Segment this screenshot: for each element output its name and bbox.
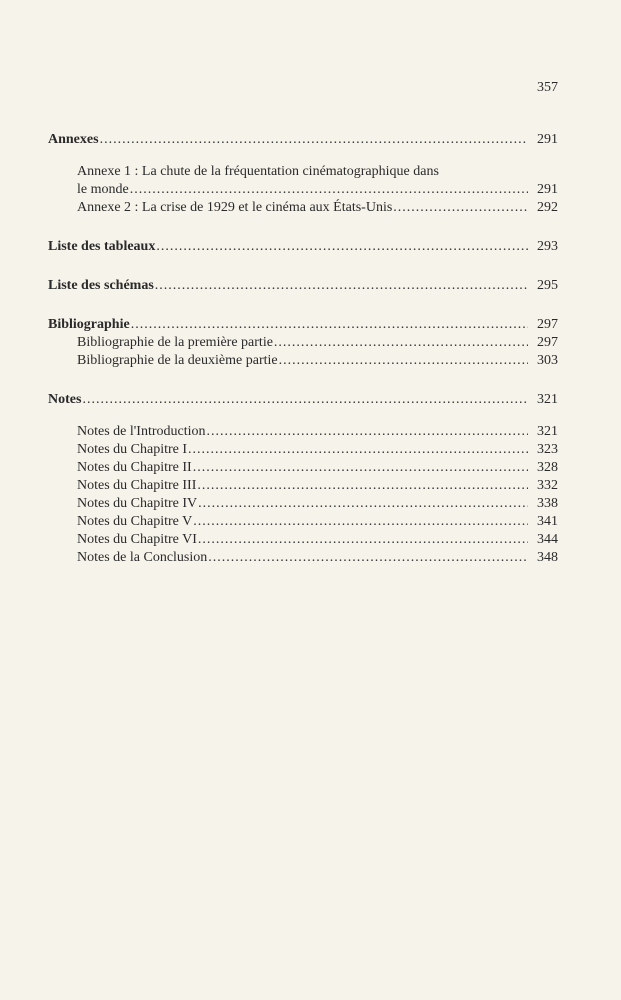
leader-dots — [208, 549, 528, 567]
toc-entry-label: le monde — [77, 182, 129, 197]
leader-dots — [274, 334, 528, 352]
toc-entry-label: Notes de la Conclusion — [77, 550, 208, 565]
toc-entry-page: 303 — [537, 353, 558, 368]
toc-entry-notes-conclusion[interactable] — [48, 549, 558, 567]
toc-entry-page: 328 — [537, 460, 558, 475]
toc-entry-page: 292 — [537, 200, 558, 215]
toc-entry-label: Annexes — [48, 132, 99, 147]
toc-entry-page: 291 — [537, 132, 558, 147]
toc-entry-label: Liste des schémas — [48, 278, 154, 293]
toc-entry-annexe-2[interactable] — [48, 199, 558, 217]
toc-entry-page: 321 — [537, 392, 558, 407]
toc-entry-page: 344 — [537, 532, 558, 547]
toc-entry-notes-chapitre-5[interactable] — [48, 513, 558, 531]
toc-entry-page: 295 — [537, 278, 558, 293]
leader-dots — [198, 531, 528, 549]
leader-dots — [130, 181, 528, 199]
toc-entry-notes-chapitre-6[interactable] — [48, 531, 558, 549]
leader-dots — [82, 391, 528, 409]
toc-entry-page: 348 — [537, 550, 558, 565]
leader-dots — [198, 495, 528, 513]
toc-entry-label: Annexe 2 : La crise de 1929 et le cinéma aux États-Unis — [77, 200, 393, 215]
toc-group-bibliographie — [48, 316, 558, 370]
toc-entry-notes-chapitre-1[interactable] — [48, 441, 558, 459]
toc-entry-page: 323 — [537, 442, 558, 457]
toc-entry-label: Notes du Chapitre III — [77, 478, 197, 493]
toc-entry-bibliographie[interactable] — [48, 316, 558, 334]
toc-entry-bibliographie-partie-1[interactable] — [48, 334, 558, 352]
leader-dots — [188, 441, 528, 459]
leader-dots — [193, 513, 528, 531]
leader-dots — [100, 131, 528, 149]
toc-group-schemas — [48, 277, 558, 295]
toc-entry-label: Notes de l'Introduction — [77, 424, 206, 439]
toc-entry-label: Notes du Chapitre V — [77, 514, 193, 529]
leader-dots — [197, 477, 528, 495]
toc-entry-notes-chapitre-2[interactable] — [48, 459, 558, 477]
table-of-contents — [48, 131, 558, 588]
leader-dots — [155, 277, 528, 295]
leader-dots — [193, 459, 528, 477]
toc-entry-page: 293 — [537, 239, 558, 254]
toc-entry-page: 341 — [537, 514, 558, 529]
toc-group-annexes — [48, 131, 558, 217]
toc-entry-label: Notes du Chapitre VI — [77, 532, 197, 547]
toc-entry-page: 297 — [537, 335, 558, 350]
toc-entry-notes-chapitre-3[interactable] — [48, 477, 558, 495]
toc-entry-page: 321 — [537, 424, 558, 439]
toc-entry-page: 332 — [537, 478, 558, 493]
leader-dots — [156, 238, 528, 256]
toc-entry-liste-des-tableaux[interactable] — [48, 238, 558, 256]
toc-entry-label: Notes du Chapitre IV — [77, 496, 198, 511]
toc-entry-bibliographie-partie-2[interactable] — [48, 352, 558, 370]
toc-entry-page: 338 — [537, 496, 558, 511]
toc-entry-liste-des-schemas[interactable] — [48, 277, 558, 295]
toc-entry-notes-chapitre-4[interactable] — [48, 495, 558, 513]
toc-group-notes — [48, 391, 558, 567]
toc-entry-notes[interactable] — [48, 391, 558, 409]
toc-group-tableaux — [48, 238, 558, 256]
toc-entry-label: Bibliographie — [48, 317, 130, 332]
toc-entry-annexe-1[interactable] — [48, 181, 558, 199]
leader-dots — [279, 352, 528, 370]
toc-entry-label: Notes du Chapitre II — [77, 460, 192, 475]
toc-entry-page: 291 — [537, 182, 558, 197]
toc-entry-label: Notes du Chapitre I — [77, 442, 188, 457]
page-number: 357 — [537, 80, 558, 95]
toc-entry-label: Liste des tableaux — [48, 239, 156, 254]
toc-entry-label: Bibliographie de la deuxième partie — [77, 353, 278, 368]
leader-dots — [393, 199, 528, 217]
toc-entry-page: 297 — [537, 317, 558, 332]
leader-dots — [207, 423, 529, 441]
leader-dots — [131, 316, 528, 334]
toc-entry-label: Bibliographie de la première partie — [77, 335, 273, 350]
toc-entry-annexes[interactable] — [48, 131, 558, 149]
toc-entry-annexe-1-line1: Annexe 1 : La chute de la fréquentation cinématographique dans — [77, 164, 439, 179]
toc-entry-label: Notes — [48, 392, 82, 407]
toc-entry-notes-introduction[interactable] — [48, 423, 558, 441]
